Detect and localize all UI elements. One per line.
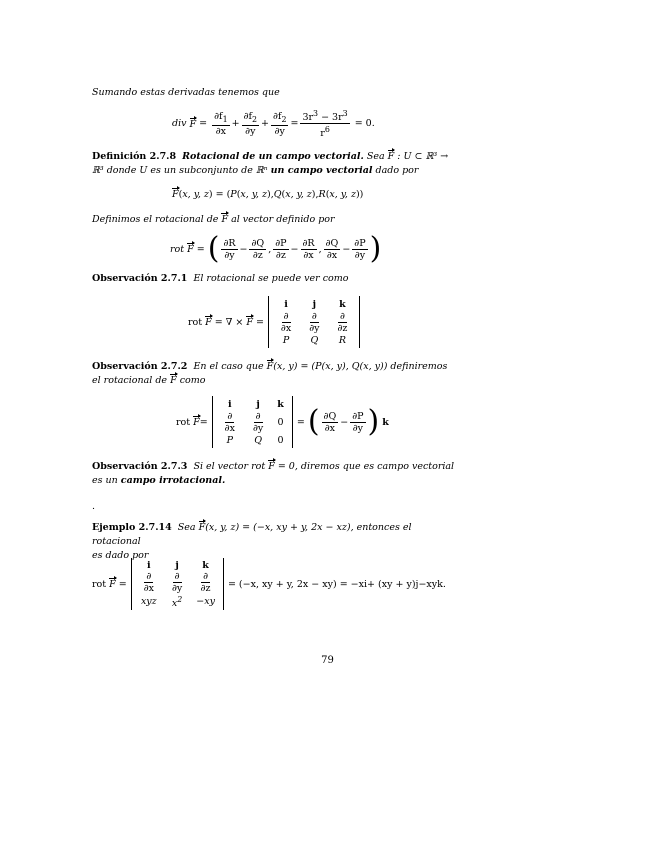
curl-determinant-equation: rot F = ∇ × F = i j k $\frac{\partial}{\partial x}$ $\frac{\partial}{\partial y}$ $\frac{\partial}{\partial z}$ P Q R <box>188 296 364 348</box>
curl-definition-text: Definimos el rotacional de F al vector definido por <box>92 214 335 225</box>
observation-2: Observación 2.7.2 En el caso que F(x, y) = (P(x, y), Q(x, y)) definiremos el rotacional de F como <box>92 361 448 386</box>
observation-3-text: es un <box>92 475 118 486</box>
example-label: Ejemplo 2.7.14 <box>92 522 172 533</box>
observation-3-bold-term: campo irrotacional. <box>120 475 226 486</box>
divergence-equation: div F = $\frac{\partial f_1}{\partial x}$ + $\frac{\partial f_2}{\partial y}$ + $\frac{\partial f_2}{\partial y}$ = $\frac{3r^3 - 3r^3}{r^6}$ = 0. <box>172 109 375 140</box>
observation-2-text: como <box>179 375 206 386</box>
observation-1-label: Observación 2.7.1 <box>92 273 188 284</box>
example-text: (x, y, z) = (−x, xy + y, 2x − xz), entonces el rotacional <box>92 522 412 547</box>
separator-dot: . <box>92 501 96 512</box>
curl-2d-equation: rot F = i j k $\frac{\partial}{\partial x}$ $\frac{\partial}{\partial y}$ 0 P Q 0 = ( $\frac{\partial Q}{\partial x}$ − $\frac{\partial P}{\partial y}$ ) k <box>176 396 389 448</box>
observation-2-text: En el caso que <box>193 361 264 372</box>
example-block: Ejemplo 2.7.14 Sea F(x, y, z) = (−x, xy + y, 2x − xz), entonces el rotacional es dado por <box>92 522 412 561</box>
example-result: = (−x, xy + y, 2x − xy) = −xi+ (xy + y)j−xyk. <box>227 578 446 590</box>
example-curl-equation: rot F = i j k $\frac{\partial}{\partial x}$ $\frac{\partial}{\partial y}$ $\frac{\partial}{\partial z}$ xyz $x^2$ −xy = (−x, xy + y, 2x − xy) = −xi+ (xy + y)j−xyk. <box>92 560 446 610</box>
definition-label: Definición 2.7.8 <box>92 151 177 162</box>
definition-text: ℝ³ donde U es un subconjunto de ℝⁿ <box>92 165 268 176</box>
example-text: es dado por <box>92 550 149 561</box>
definition-title: Rotacional de un campo vectorial. <box>182 151 364 162</box>
observation-1-text: El rotacional se puede ver como <box>193 273 349 284</box>
example-text: Sea <box>177 522 196 533</box>
field-definition-equation: F ( x, y, z ) = ( P ( x, y, z ), Q ( x, y, z ), R ( x, y, z )) <box>172 188 364 200</box>
observation-2-label: Observación 2.7.2 <box>92 361 188 372</box>
definition-block: Definición 2.7.8 Rotacional de un campo vectorial. Sea F : U ⊂ ℝ³ → ℝ³ donde U es un subconjunto de ℝⁿ un campo vectorial dado por <box>92 151 449 176</box>
definition-bold-term: un campo vectorial <box>270 165 373 176</box>
observation-1 <box>92 272 462 286</box>
observation-3-text: = 0, diremos que es campo vectorial <box>277 461 455 472</box>
page-number: 79 <box>321 655 334 666</box>
definition-text: dado por <box>375 165 419 176</box>
curl-equation: rot F = ( $\frac{\partial R}{\partial y}$ − $\frac{\partial Q}{\partial z}$ , $\frac{\partial P}{\partial z}$ − $\frac{\partial R}{\partial x}$ , $\frac{\partial Q}{\partial x}$ − $\frac{\partial P}{\partial y}$ ) <box>170 231 382 266</box>
observation-3-text: Si el vector rot <box>193 461 266 472</box>
observation-2-text: el rotacional de <box>92 375 168 386</box>
definition-text: Sea <box>366 151 385 162</box>
intro-text: Sumando estas derivadas tenemos que <box>92 87 280 98</box>
observation-3-label: Observación 2.7.3 <box>92 461 188 472</box>
observation-2-text: (x, y) = (P(x, y), Q(x, y)) definiremos <box>273 361 448 372</box>
definition-text: : U ⊂ ℝ³ → <box>397 151 449 162</box>
observation-3: Observación 2.7.3 Si el vector rot F = 0, diremos que es campo vectorial es un campo irrotacional. <box>92 461 455 486</box>
